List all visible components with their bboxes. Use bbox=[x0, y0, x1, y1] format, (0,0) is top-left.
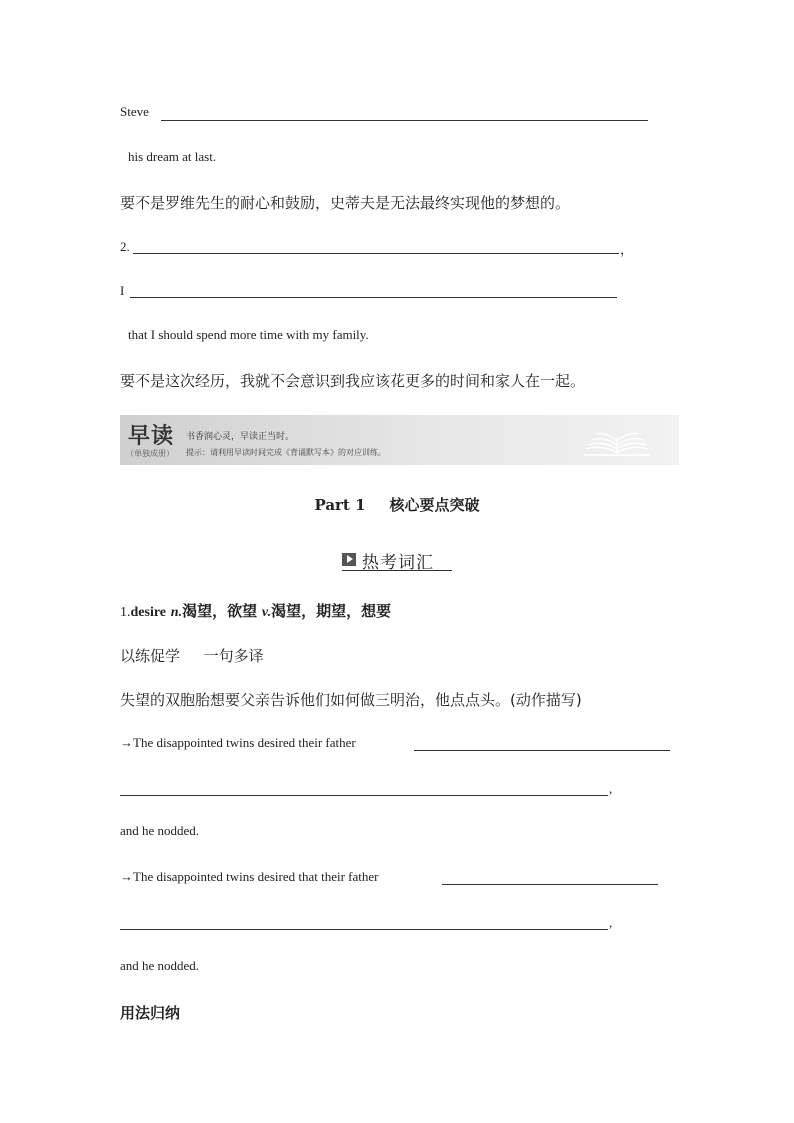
entry-pos-verb: v. bbox=[261, 605, 272, 620]
section-heading bbox=[342, 548, 452, 571]
ex2-i-label: I bbox=[120, 283, 125, 298]
practice-chinese-prompt: 失望的双胞胎想要父亲告诉他们如何做三明治，他点点头。(动作描写) bbox=[120, 691, 582, 709]
ex2-chinese-prompt: 要不是这次经历，我就不会意识到我应该花更多的时间和家人在一起。 bbox=[120, 372, 586, 390]
vocab-entry bbox=[120, 600, 391, 621]
section-title: 热考词汇 bbox=[362, 553, 434, 573]
translation1-blank-1[interactable] bbox=[414, 750, 670, 751]
entry-meaning-verb: 渴望，期望，想要 bbox=[271, 602, 392, 620]
practice-header bbox=[120, 645, 264, 666]
translation2-start: →The disappointed twins desired that their father bbox=[120, 869, 379, 884]
practice-label: 以练促学 bbox=[120, 647, 181, 665]
ex2-comma: ， bbox=[620, 242, 634, 257]
ex1-steve-label: Steve bbox=[120, 104, 149, 119]
section-marker-icon bbox=[342, 553, 356, 566]
open-book-icon bbox=[582, 423, 652, 459]
ex1-continuation: his dream at last. bbox=[128, 149, 217, 164]
usage-title: 用法归纳 bbox=[120, 1004, 181, 1022]
translation1-start: →The disappointed twins desired their father bbox=[120, 735, 356, 750]
ex1-answer-blank[interactable] bbox=[161, 120, 648, 121]
ex2-answer-blank-2[interactable] bbox=[130, 297, 617, 298]
practice-type: 一句多译 bbox=[203, 647, 264, 665]
entry-meaning-noun: 渴望，欲望 bbox=[182, 602, 258, 620]
translation1-comma: , bbox=[609, 781, 613, 796]
ex1-chinese-prompt: 要不是罗维先生的耐心和鼓励，史蒂夫是无法最终实现他的梦想的。 bbox=[120, 194, 571, 212]
translation1-blank-2[interactable] bbox=[120, 795, 608, 796]
entry-word: desire bbox=[130, 605, 167, 620]
ex2-number: 2. bbox=[120, 239, 130, 254]
part-title bbox=[0, 494, 794, 515]
banner-title: 早读 bbox=[128, 423, 175, 449]
entry-number: 1. bbox=[120, 605, 131, 620]
part-label: Part 1 bbox=[314, 496, 366, 514]
ex2-continuation: that I should spend more time with my family. bbox=[128, 327, 369, 342]
banner-slogan: 书香润心灵，早读正当时。 bbox=[186, 432, 295, 442]
part-heading: 核心要点突破 bbox=[389, 496, 480, 514]
translation1-end: and he nodded. bbox=[120, 823, 200, 838]
translation2-comma: , bbox=[609, 915, 613, 930]
translation2-end: and he nodded. bbox=[120, 958, 200, 973]
morning-reading-banner bbox=[120, 415, 679, 465]
translation2-blank-1[interactable] bbox=[442, 884, 658, 885]
entry-pos-noun: n. bbox=[170, 605, 183, 620]
ex2-answer-blank-1[interactable] bbox=[133, 253, 619, 254]
banner-subtitle: （单独成册） bbox=[126, 449, 174, 458]
translation2-blank-2[interactable] bbox=[120, 929, 608, 930]
banner-hint: 提示：请利用早读时间完成《背诵默写本》的对应训练。 bbox=[186, 448, 386, 457]
